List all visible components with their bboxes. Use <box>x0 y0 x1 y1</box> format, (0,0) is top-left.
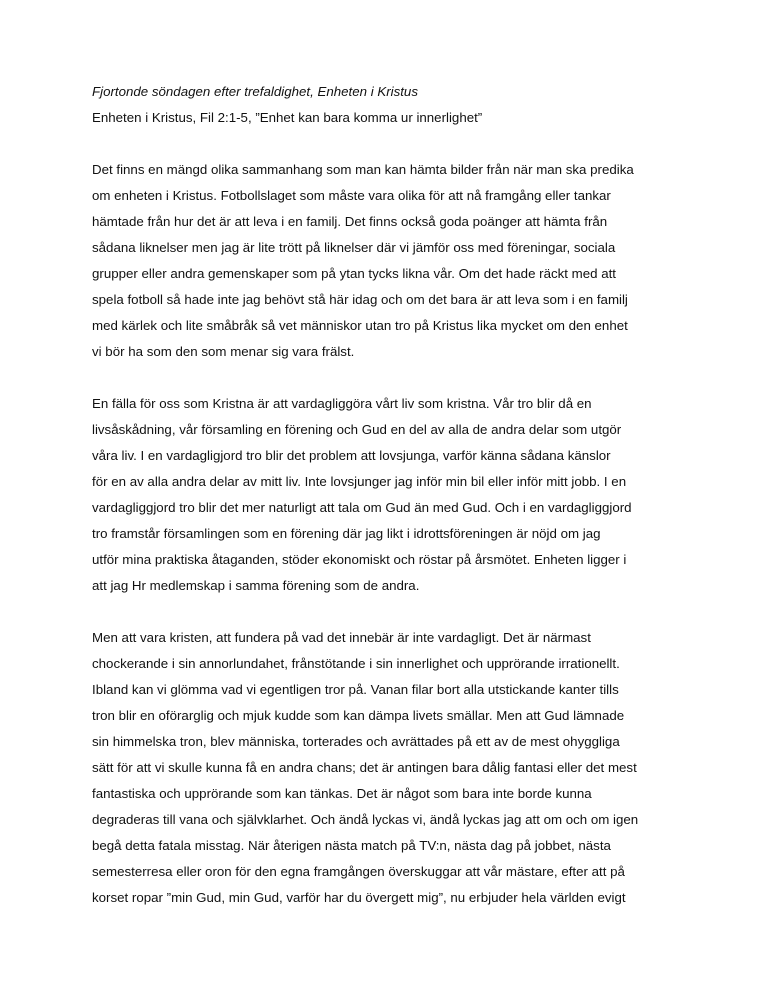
text-line: grupper eller andra gemenskaper som på ytan tycks likna vår. Om det hade räckt med att <box>92 266 617 281</box>
text-line: vi bör ha som den som menar sig vara frälst. <box>92 344 355 359</box>
text-line: spela fotboll så hade inte jag behövt stå här idag och om det bara är att leva som i en familj <box>92 292 628 307</box>
sermon-subtitle: Enheten i Kristus, Fil 2:1-5, ”Enhet kan bara komma ur innerlighet” <box>92 110 483 125</box>
text-line: att jag Hr medlemskap i samma förening som de andra. <box>92 578 420 593</box>
text-line: vardagliggjord tro blir det mer naturligt att tala om Gud än med Gud. Och i en vardagliggjord <box>92 500 632 515</box>
paragraph-2 <box>92 391 682 599</box>
text-line: chockerande i sin annorlundahet, frånstötande i sin innerlighet och upprörande irrationellt. <box>92 656 620 671</box>
text-line: En fälla för oss som Kristna är att vardagliggöra vårt liv som kristna. Vår tro blir då en <box>92 396 592 411</box>
text-line: fantastiska och upprörande som kan tänkas. Det är något som bara inte borde kunna <box>92 786 592 801</box>
text-line: Det finns en mängd olika sammanhang som man kan hämta bilder från när man ska predika <box>92 162 634 177</box>
document-body <box>92 79 682 937</box>
text-line: våra liv. I en vardagligjord tro blir det problem att lovsjunga, varför känna sådana känslor <box>92 448 611 463</box>
text-line: begå detta fatala misstag. När återigen nästa match på TV:n, nästa dag på jobbet, nästa <box>92 838 611 853</box>
text-line: livsåskådning, vår församling en förening och Gud en del av alla de andra delar som utgör <box>92 422 622 437</box>
text-line: degraderas till vana och självklarhet. Och ändå lyckas vi, ändå lyckas jag att om och om igen <box>92 812 639 827</box>
text-line: utför mina praktiska åtaganden, stöder ekonomiskt och röstar på årsmötet. Enheten ligger i <box>92 552 627 567</box>
text-line: sådana liknelser men jag är lite trött på liknelser där vi jämför oss med föreningar, sociala <box>92 240 616 255</box>
text-line: tron blir en oförarglig och mjuk kudde som kan dämpa livets smällar. Men att Gud lämnade <box>92 708 625 723</box>
text-line: med kärlek och lite småbråk så vet människor utan tro på Kristus lika mycket om den enhet <box>92 318 628 333</box>
text-line: sätt för att vi skulle kunna få en andra chans; det är antingen bara dålig fantasi eller det mest <box>92 760 637 775</box>
text-line: för en av alla andra delar av mitt liv. Inte lovsjunger jag inför min bil eller inför mitt jobb. I en <box>92 474 627 489</box>
text-line: korset ropar ”min Gud, min Gud, varför har du övergett mig”, nu erbjuder hela världen evigt <box>92 890 626 905</box>
paragraph-3 <box>92 625 682 911</box>
text-line: Men att vara kristen, att fundera på vad det innebär är inte vardagligt. Det är närmast <box>92 630 591 645</box>
text-line: om enheten i Kristus. Fotbollslaget som måste vara olika för att nå framgång eller tankar <box>92 188 611 203</box>
sermon-title: Fjortonde söndagen efter trefaldighet, Enheten i Kristus <box>92 84 418 99</box>
text-line: semesterresa eller oron för den egna framgången överskuggar att vår mästare, efter att på <box>92 864 625 879</box>
text-line: tro framstår församlingen som en förening där jag likt i idrottsföreningen är nöjd om jag <box>92 526 601 541</box>
paragraph-1 <box>92 157 682 365</box>
text-line: sin himmelska tron, blev människa, torterades och avrättades på ett av de mest ohyggliga <box>92 734 620 749</box>
text-line: hämtade från hur det är att leva i en familj. Det finns också goda poänger att hämta från <box>92 214 608 229</box>
text-line: Ibland kan vi glömma vad vi egentligen tror på. Vanan filar bort alla utstickande kanter tills <box>92 682 619 697</box>
